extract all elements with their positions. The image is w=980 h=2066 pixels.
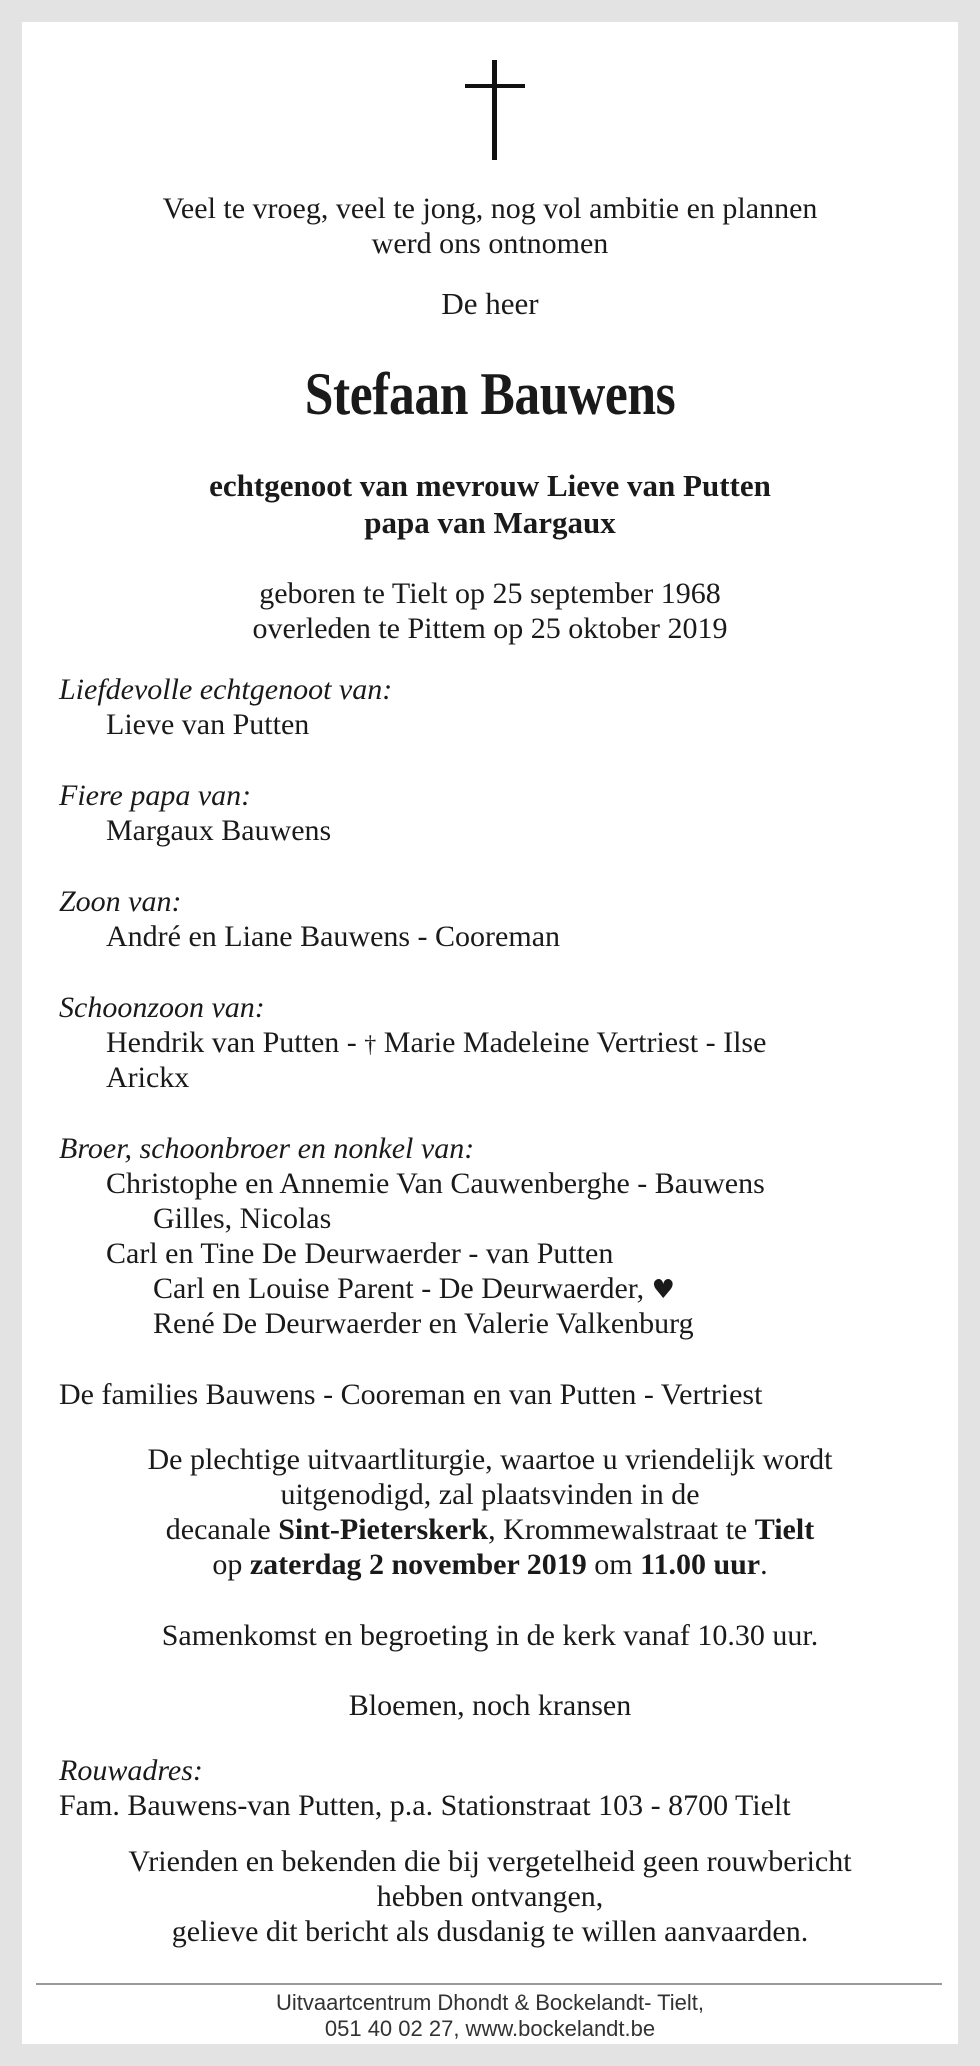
ceremony-line-1: De plechtige uitvaartliturgie, waartoe u vriendelijk wordt (147, 1443, 833, 1476)
ceremony-date: zaterdag 2 november 2019 (249, 1548, 587, 1581)
ceremony-line-4 (22, 1547, 958, 1583)
cross-icon (465, 60, 525, 160)
church-name: Sint-Pieterskerk (278, 1513, 489, 1546)
ceremony-line-4-c: . (760, 1548, 768, 1581)
spouse-line: echtgenoot van mevrouw Lieve van Putten (209, 468, 771, 503)
gathering-line: Samenkomst en begroeting in de kerk vanaf 10.30 uur. (161, 1619, 819, 1652)
parent-line: papa van Margaux (364, 505, 616, 540)
address-value: Fam. Bauwens-van Putten, p.a. Stationstraat 103 - 8700 Tielt (59, 1789, 791, 1822)
brother-line-3: Carl en Tine De Deurwaerder - van Putten (106, 1237, 614, 1270)
son-value: André en Liane Bauwens - Cooreman (106, 920, 561, 953)
soninlaw-line-2: Arickx (106, 1061, 190, 1094)
notice-line-1: Vrienden en bekenden die bij vergetelheid geen rouwbericht (128, 1845, 852, 1878)
address-label: Rouwadres: (59, 1754, 203, 1787)
soninlaw-text-1: Hendrik van Putten - (106, 1026, 365, 1059)
birth-line: geboren te Tielt op 25 september 1968 (259, 577, 721, 610)
quote-line-2: werd ons ontnomen (371, 227, 609, 260)
child-label: Fiere papa van: (59, 779, 252, 812)
spouse-label: Liefdevolle echtgenoot van: (59, 673, 393, 706)
brother-line-5: René De Deurwaerder en Valerie Valkenburg (153, 1307, 694, 1340)
ceremony-time: 11.00 uur (640, 1548, 761, 1581)
spouse-value: Lieve van Putten (106, 708, 310, 741)
ceremony-line-4-b: om (586, 1548, 641, 1581)
footer-divider (36, 1983, 942, 1985)
child-value: Margaux Bauwens (106, 814, 332, 847)
footer-line-1: Uitvaartcentrum Dhondt & Bockelandt- Tielt, (276, 1990, 704, 2015)
ceremony-line-3-a: decanale (165, 1513, 279, 1546)
ceremony-line-3 (22, 1512, 958, 1548)
soninlaw-text-2: Marie Madeleine Vertriest - Ilse (376, 1026, 767, 1059)
death-line: overleden te Pittem op 25 oktober 2019 (252, 612, 728, 645)
deceased-cross-icon: † (364, 1032, 377, 1058)
families-line: De families Bauwens - Cooreman en van Putten - Vertriest (59, 1378, 763, 1411)
brother-line-4 (153, 1271, 675, 1308)
footer-line-2: 051 40 02 27, www.bockelandt.be (324, 2016, 656, 2041)
obituary-card (22, 22, 958, 2044)
town-name: Tielt (754, 1513, 815, 1546)
soninlaw-line-1 (106, 1025, 766, 1063)
soninlaw-label: Schoonzoon van: (59, 991, 265, 1024)
brother-line-4-text: Carl en Louise Parent - De Deurwaerder, (153, 1272, 645, 1305)
quote-line-1: Veel te vroeg, veel te jong, nog vol ambitie en plannen (162, 192, 818, 225)
brother-label: Broer, schoonbroer en nonkel van: (59, 1132, 475, 1165)
son-label: Zoon van: (59, 885, 182, 918)
brother-line-2: Gilles, Nicolas (153, 1202, 332, 1235)
notice-line-2: hebben ontvangen, (376, 1880, 604, 1913)
deceased-name: Stefaan Bauwens (304, 361, 676, 427)
heart-icon: ♥ (651, 1275, 675, 1305)
brother-line-1: Christophe en Annemie Van Cauwenberghe - Bauwens (106, 1167, 765, 1200)
salutation: De heer (441, 286, 539, 321)
flowers-line: Bloemen, noch kransen (348, 1689, 632, 1722)
notice-line-3: gelieve dit bericht als dusdanig te willen aanvaarden. (171, 1915, 809, 1948)
ceremony-line-3-b: , Krommewalstraat te (488, 1513, 755, 1546)
ceremony-line-4-a: op (212, 1548, 250, 1581)
ceremony-line-2: uitgenodigd, zal plaatsvinden in de (280, 1478, 700, 1511)
